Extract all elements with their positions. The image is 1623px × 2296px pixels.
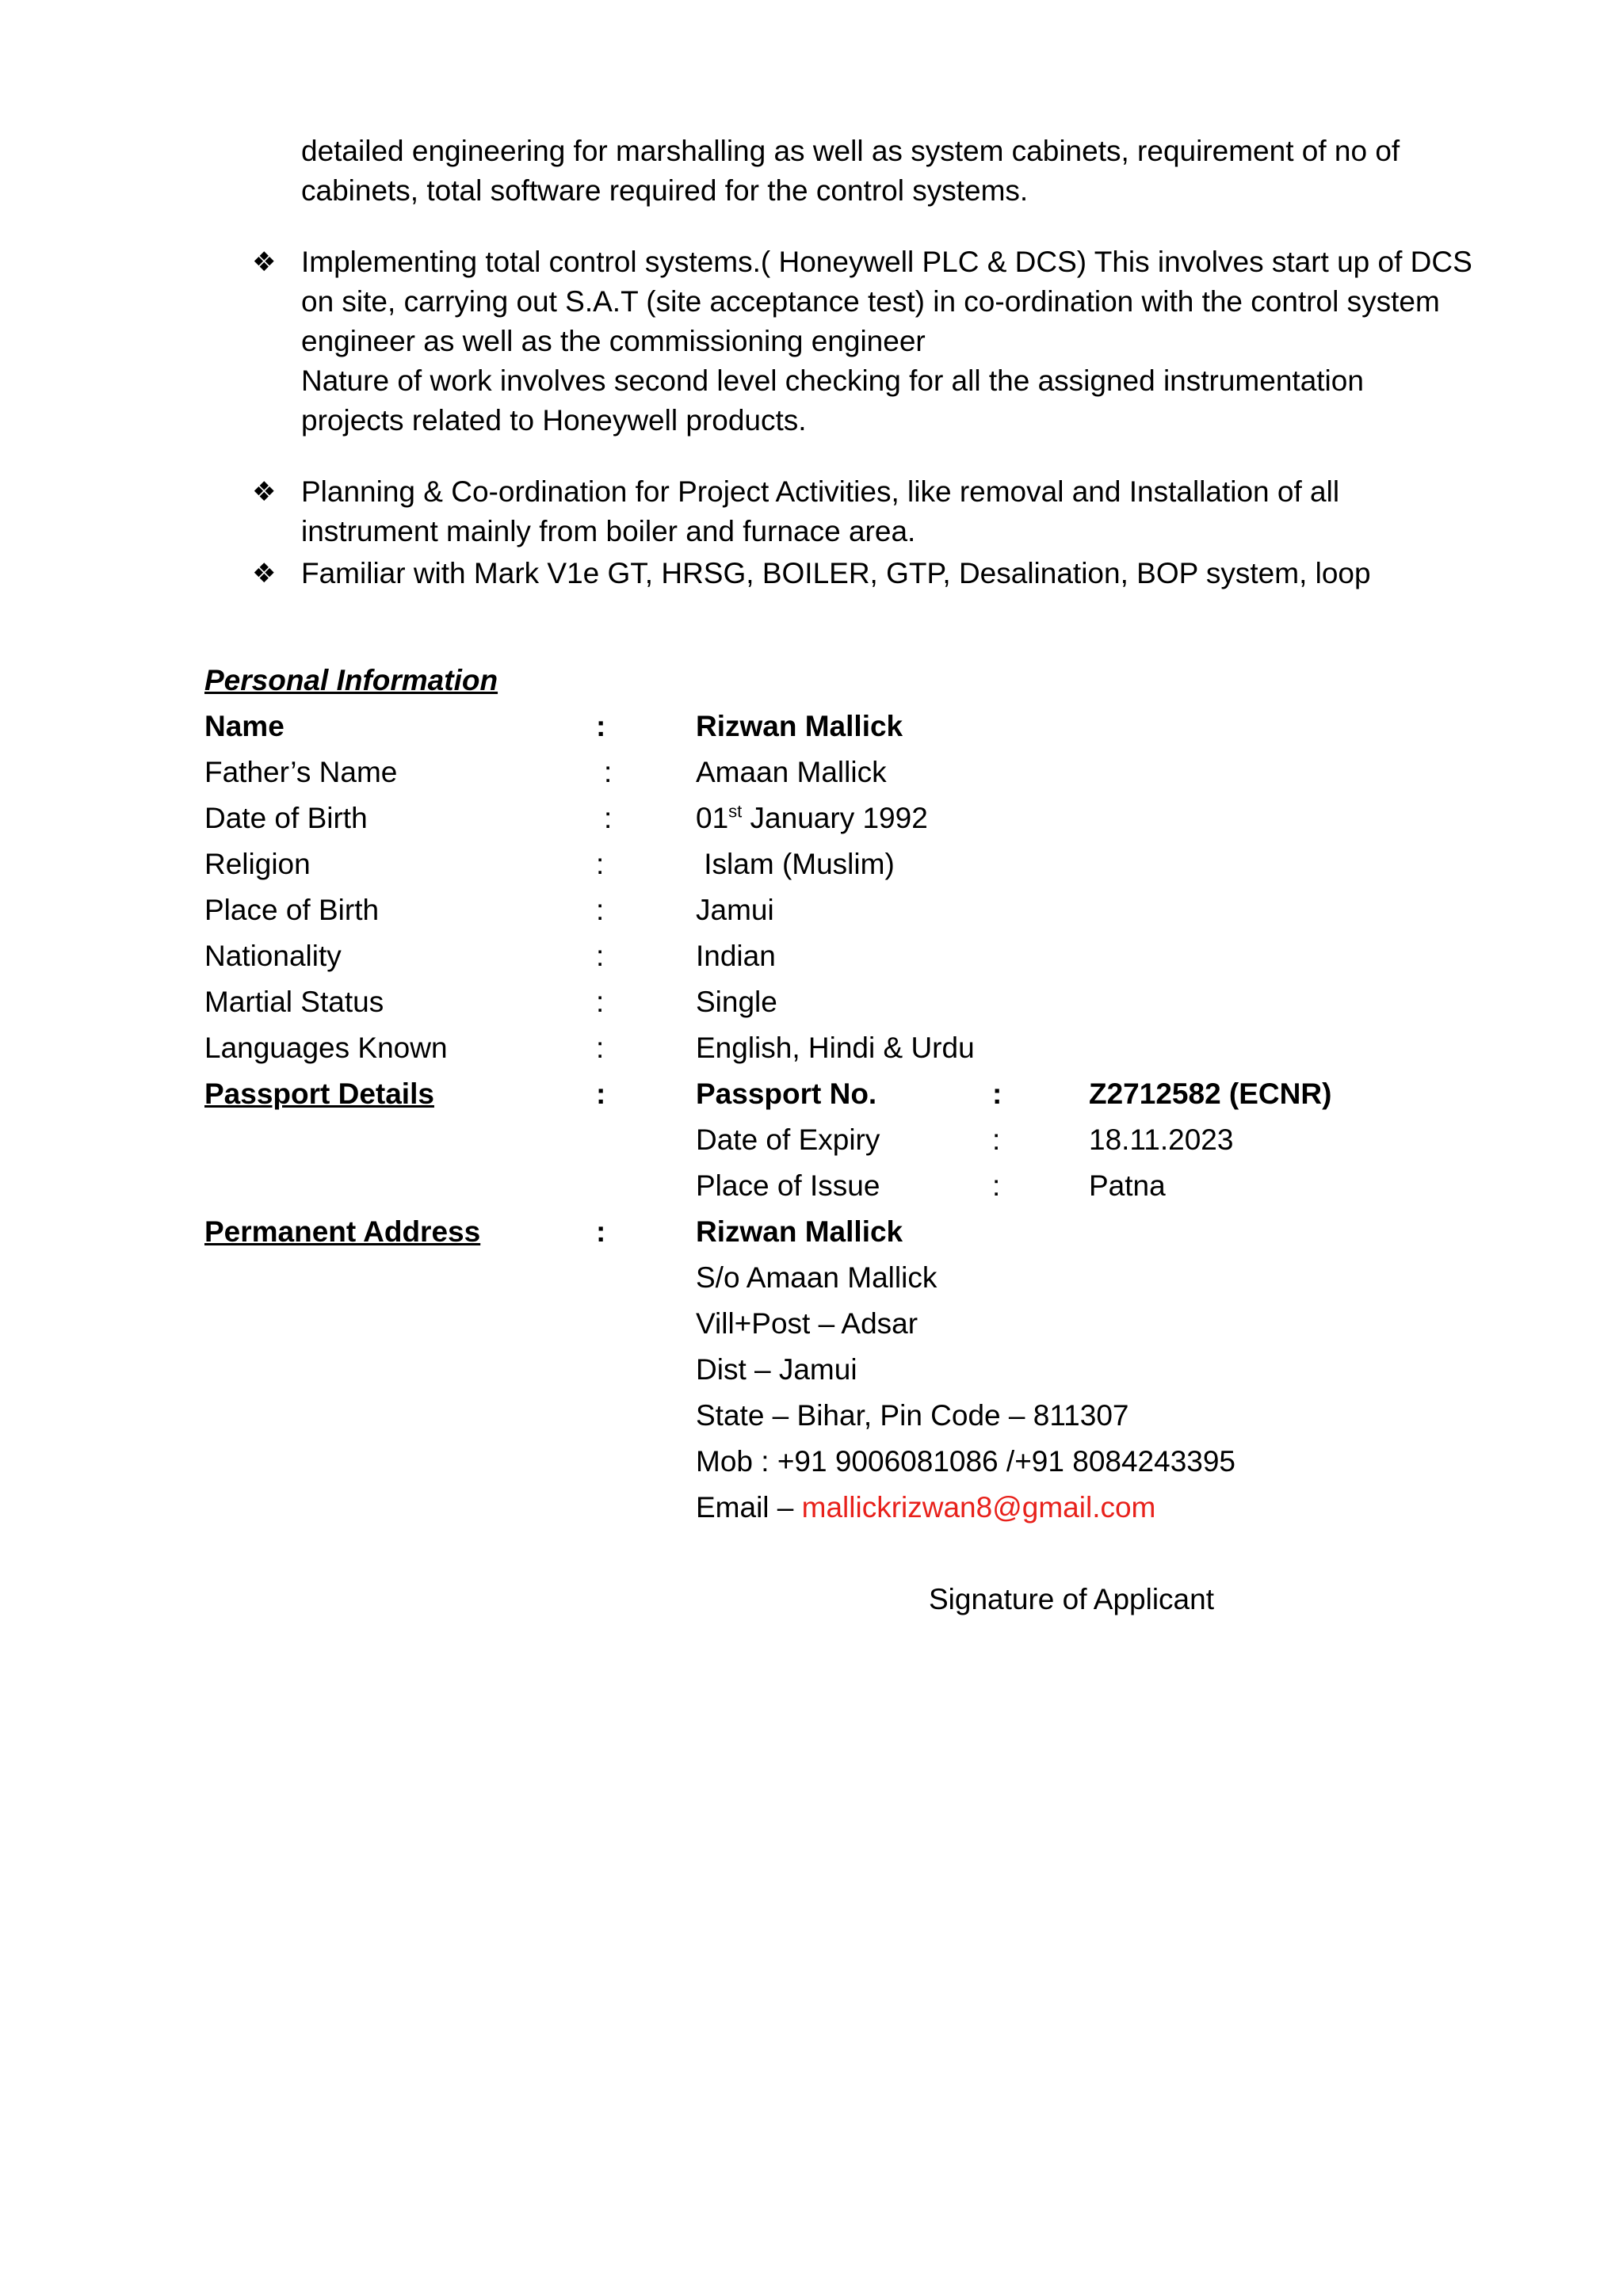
value-name: Rizwan Mallick [696, 710, 903, 742]
address-line-village: Vill+Post – Adsar [696, 1307, 918, 1340]
separator: : [604, 802, 613, 834]
address-line-email [696, 1488, 1155, 1527]
separator: : [596, 986, 605, 1018]
intro-paragraph: detailed engineering for marshalling as well as system cabinets, requirement of no of cabinets, total software required for the control systems. [301, 135, 1400, 207]
value-martial-status: Single [696, 986, 777, 1018]
signature-label: Signature of Applicant [929, 1583, 1214, 1615]
label-date-of-birth: Date of Birth [204, 802, 368, 834]
address-line-parent: S/o Amaan Mallick [696, 1261, 938, 1294]
separator: : [596, 1077, 606, 1110]
email-label: Email – [696, 1491, 802, 1524]
bullet-item-familiar: Familiar with Mark V1e GT, HRSG, BOILER, GTP, Desalination, BOP system, loop [301, 557, 1371, 589]
separator: : [596, 710, 606, 742]
dob-day-suffix: st [728, 801, 743, 822]
value-fathers-name: Amaan Mallick [696, 756, 887, 788]
label-fathers-name: Father’s Name [204, 756, 398, 788]
value-languages-known: English, Hindi & Urdu [696, 1032, 975, 1064]
separator: : [596, 940, 605, 972]
separator: : [596, 894, 605, 926]
bullet-marker-icon: ❖ [252, 247, 277, 277]
label-languages-known: Languages Known [204, 1032, 448, 1064]
separator: : [604, 756, 613, 788]
dob-day: 01 [696, 802, 729, 834]
separator: : [596, 1032, 605, 1064]
label-religion: Religion [204, 848, 311, 880]
email-link[interactable]: mallickrizwan8@gmail.com [801, 1491, 1156, 1524]
address-line-state: State – Bihar, Pin Code – 811307 [696, 1399, 1129, 1432]
label-passport-details: Passport Details [204, 1077, 434, 1110]
separator: : [596, 848, 605, 880]
separator: : [992, 1169, 1001, 1202]
separator: : [992, 1123, 1001, 1156]
label-date-of-expiry: Date of Expiry [696, 1123, 880, 1156]
label-place-of-issue: Place of Issue [696, 1169, 880, 1202]
value-nationality: Indian [696, 940, 776, 972]
label-place-of-birth: Place of Birth [204, 894, 380, 926]
separator: : [596, 1215, 606, 1248]
bullet-marker-icon: ❖ [252, 559, 277, 589]
address-line-mobile: Mob : +91 9006081086 /+91 8084243395 [696, 1445, 1236, 1478]
value-date-of-birth [696, 799, 928, 838]
label-nationality: Nationality [204, 940, 342, 972]
value-passport-no: Z2712582 (ECNR) [1089, 1077, 1332, 1110]
dob-month-year: January 1992 [742, 802, 928, 834]
label-passport-no: Passport No. [696, 1077, 877, 1110]
bullet-marker-icon: ❖ [252, 477, 277, 507]
value-place-of-issue: Patna [1089, 1169, 1166, 1202]
bullet-item-planning: Planning & Co-ordination for Project Activities, like removal and Installation of all instrument mainly from boiler and furnace area. [301, 475, 1340, 547]
label-name: Name [204, 710, 285, 742]
label-martial-status: Martial Status [204, 986, 384, 1018]
bullet-item-control-systems: Implementing total control systems.( Honeywell PLC & DCS) This involves start up of DCS on site, carrying out S.A.T (site acceptance test) in co-ordination with the control system engineer as well as the commissioning engineer Nature of work involves second level checking for all the assigned instrumentation projects related to Honeywell products. [301, 246, 1472, 437]
address-line-name: Rizwan Mallick [696, 1215, 903, 1248]
personal-information-heading: Personal Information [204, 664, 498, 696]
label-permanent-address: Permanent Address [204, 1215, 481, 1248]
value-place-of-birth: Jamui [696, 894, 774, 926]
value-date-of-expiry: 18.11.2023 [1089, 1123, 1234, 1156]
address-line-district: Dist – Jamui [696, 1353, 857, 1386]
value-religion: Islam (Muslim) [696, 848, 895, 880]
separator: : [992, 1077, 1002, 1110]
